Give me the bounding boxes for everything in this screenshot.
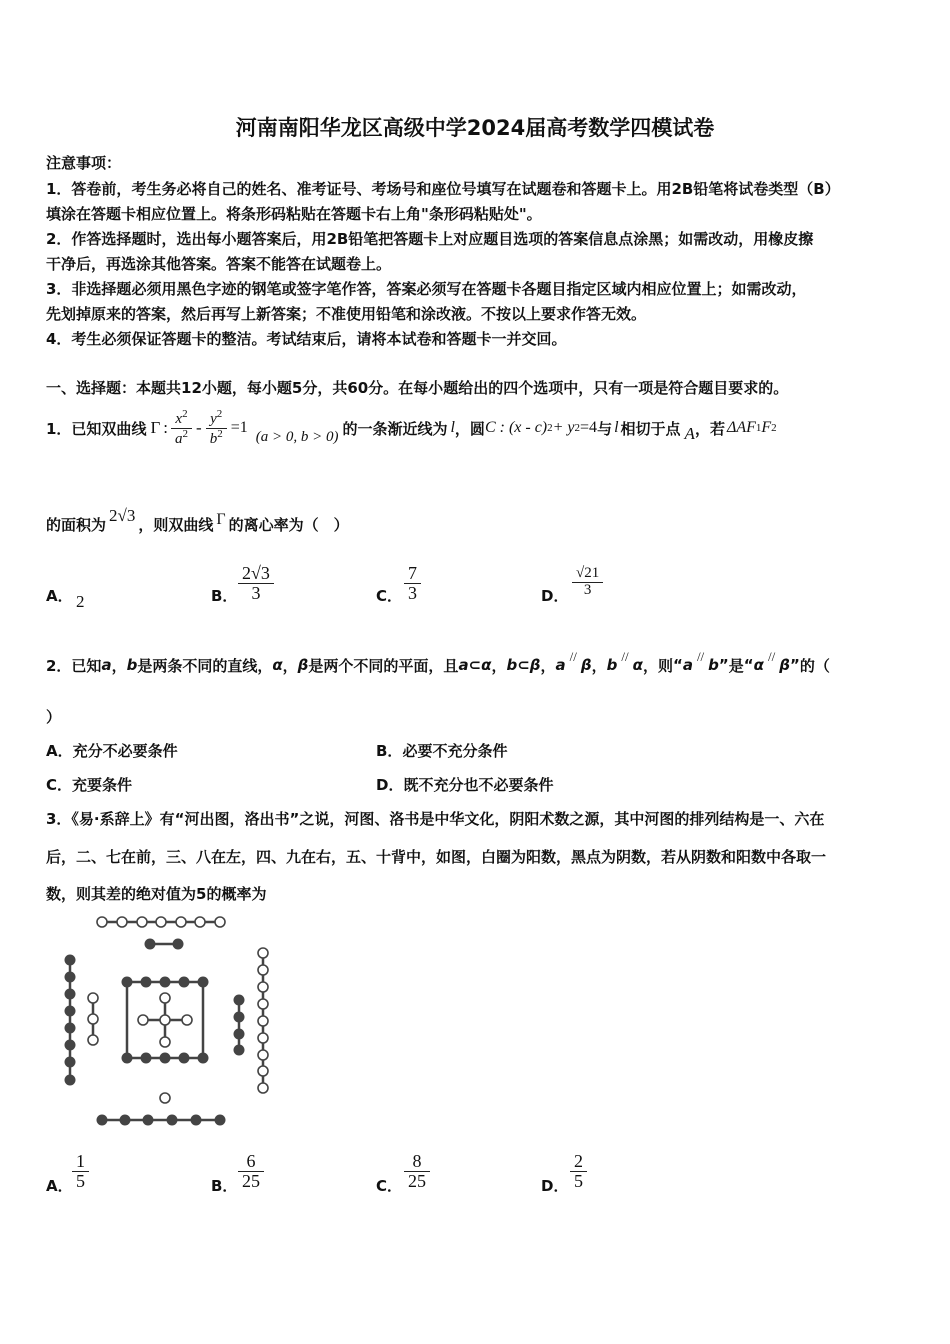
q2-sep: ， [282,656,298,675]
notice-line: 3．非选择题必须用黑色字迹的钢笔或签字笔作答，答案必须写在答题卡各题目指定区域内相应位置上；如需改动， [46,280,807,298]
q2-option-d-label: D． [376,776,404,794]
q2-sep: ， [491,656,507,675]
q1-circle: + y [552,419,575,436]
q3-line: 后，二、七在前，三、八在左，四、九在右，五、十背中，如图，白圈为阳数，黑点为阴数，若从阴数和阳数中各取一 [46,848,827,866]
q1-option-b-num: 2√3 [238,564,274,584]
q2-parallel: // [767,649,776,664]
q1-text: 相切于点 [620,419,681,438]
q1-gamma: Γ [216,511,226,528]
notice-heading: 注意事项： [46,154,122,172]
q1-exp: 2 [182,407,188,420]
notice-line: 先划掉原来的答案，然后再写上新答案；不准使用铅笔和涂改液。不按以上要求作答无效。 [46,305,647,323]
q2-beta: β [297,656,309,674]
q1-exp: 2 [182,427,189,440]
q2-text: ，则 [642,656,673,675]
q2-option-d-text: 既不充分也不必要条件 [403,776,554,794]
q2-text: 2．已知 [46,656,102,675]
q2-option-b[interactable] [376,740,507,761]
q1-colon: : [163,418,169,437]
q2-option-a-label: A． [46,742,73,760]
q2-option-a[interactable] [46,740,178,761]
q2-b: b [708,656,719,674]
q2-text: 是两条不同的直线， [137,656,273,675]
q1-option-c-label[interactable]: C． [376,587,403,605]
hetu-diagram [50,905,290,1135]
notice-line: 2．作答选择题时，选出每小题答案后，用2B铅笔把答题卡上对应题目选项的答案信息点涂黑；如需改动，用橡皮擦 [46,230,814,248]
q1-circle: C : (x - c) [484,419,548,436]
q1-exp: 2 [217,427,223,440]
q1-option-a-value: 2 [76,592,85,611]
q2-sep: ， [111,656,127,675]
q1-text: 的面积为 [46,515,107,534]
q1-exp: 2 [547,422,553,434]
q1-option-b-label[interactable]: B． [211,587,238,605]
q2-option-c-label: C． [46,776,73,794]
q3-option-b-fraction [238,1152,264,1191]
q3-option-a-num: 1 [72,1152,89,1172]
q1-prefix: 1．已知双曲线 [46,419,147,438]
q2-sep: ， [591,656,607,675]
q1-triangle: F [761,419,772,436]
q1-exp: 2 [216,407,223,420]
q2-b: b [606,656,618,674]
q1-option-a-label[interactable]: A． [46,587,73,605]
page-title: 河南南阳华龙区高级中学2024届高考数学四模试卷 [235,116,715,140]
q1-option-d-label[interactable]: D． [541,587,569,605]
q1-eq: =1 [230,419,248,436]
q1-text: ，则双曲线 [138,515,214,534]
q3-option-b-label[interactable]: B． [211,1177,238,1195]
q2-close: ） [46,708,62,726]
q3-option-d-label[interactable]: D． [541,1177,569,1195]
q2-quote: ” [718,656,729,674]
q3-option-b-num: 6 [238,1152,264,1172]
q1-text: ，圆 [454,419,485,438]
q3-option-c-num: 8 [404,1152,430,1172]
q1-option-c-num: 7 [404,564,421,584]
q1-sub: 1 [755,422,762,434]
question-2-line1 [46,650,830,680]
q2-text: 是 [728,656,744,675]
q1-text: 的一条渐近线为 [342,419,448,438]
q1-gamma: Γ [150,418,161,437]
q1-a: a [175,430,183,447]
notice-line: 填涂在答题卡相应位置上。将条形码粘贴在答题卡右上角"条形码粘贴处"。 [46,205,542,223]
q3-line: 3．《易·系辞上》有“河出图，洛出书”之说，河图、洛书是中华文化，阴阳术数之源，其中河图的排列结构是一、六在 [46,810,825,828]
q1-text: ，若 [694,419,725,438]
q3-option-c-den: 25 [408,1170,426,1191]
q2-beta: β [779,656,790,674]
q3-option-a-label[interactable]: A． [46,1177,73,1195]
q3-option-a-den: 5 [76,1170,85,1191]
q3-option-c-fraction [404,1152,430,1191]
q2-rel: a⊂α [458,656,492,674]
q2-parallel: // [621,649,629,664]
q2-beta: β [580,656,592,674]
q3-line: 数，则其差的绝对值为5的概率为 [46,885,267,903]
q1-text: 与 [597,419,613,438]
notice-line: 1．答卷前，考生务必将自己的姓名、准考证号、考场号和座位号填写在试题卷和答题卡上。用2B铅笔将试卷类型（B） [46,180,840,198]
q2-option-c[interactable] [46,774,132,795]
q2-parallel: // [696,649,705,664]
q2-option-b-label: B． [376,742,403,760]
q1-frac-x [171,409,192,448]
q1-frac-y [206,409,227,448]
q2-option-c-text: 充要条件 [72,776,133,794]
q2-alpha: α [272,656,283,674]
q3-option-a-fraction [72,1152,89,1191]
q1-triangle: ΔAF [726,419,756,436]
q1-text: 的离心率为（ ） [228,515,349,534]
notice-line: 干净后，再选涂其他答案。答案不能答在试题卷上。 [46,255,392,273]
q1-sub: 2 [771,422,777,434]
q2-b: b [126,656,138,674]
q2-option-a-text: 充分不必要条件 [72,742,178,760]
q1-l: l [450,419,455,436]
q1-l: l [614,419,619,436]
q1-condition: (a > 0, b > 0) [255,428,339,445]
q3-option-c-label[interactable]: C． [376,1177,403,1195]
q1-x: x [175,410,183,427]
q1-circle: =4 [580,419,598,436]
q3-option-b-den: 25 [242,1170,260,1191]
q1-y: y [210,410,217,427]
q2-alpha: α [632,656,643,674]
q2-quote: ” [789,656,800,674]
q3-option-d-den: 5 [574,1170,583,1191]
q1-area: 2√3 [109,506,136,525]
notice-line: 4．考生必须保证答题卡的整洁。考试结束后，请将本试卷和答题卡一并交回。 [46,330,567,348]
q2-a: a [682,656,693,674]
q1-option-d-num: √21 [572,566,603,583]
q2-quote: “ [743,656,754,674]
q2-text: 的（ [799,656,830,675]
q3-option-d-fraction [570,1152,587,1191]
question-1-line1: 1．已知双曲线 Γ : $\frac{x^2}{a^2}$ - $\frac{y^2}{b^2}$ =1 (a > 0, b > 0) 的一条渐近线为 l ，圆 C : (x - c) 2 + y 2 =4 与 l 相切于点 A ，若 ΔAF 1 F 2 [46,407,777,447]
q1-option-c-fraction [404,564,421,603]
q1-option-b-fraction [238,564,274,603]
q2-rel: b⊂β [506,656,541,674]
q1-b: b [209,430,218,447]
q1-A: A [684,424,695,443]
q2-text: 是两个不同的平面，且 [308,656,459,675]
q2-quote: “ [672,656,683,674]
q1-option-d-fraction [572,566,603,599]
q1-option-b-den: 3 [251,582,261,603]
q2-option-b-text: 必要不充分条件 [402,742,508,760]
question-1-line2 [46,505,349,535]
q2-option-d[interactable] [376,774,553,795]
q3-option-d-num: 2 [570,1152,587,1172]
q2-sep: ， [540,656,556,675]
q2-alpha: α [753,656,764,674]
q1-option-c-den: 3 [408,582,417,603]
q2-a: a [101,656,112,674]
section-heading: 一、选择题：本题共12小题，每小题5分，共60分。在每小题给出的四个选项中，只有一项是符合题目要求的。 [46,379,789,397]
q1-option-d-den: 3 [583,581,592,598]
q2-parallel: // [569,649,577,664]
q2-a: a [555,656,566,674]
q1-exp: 2 [574,422,581,434]
